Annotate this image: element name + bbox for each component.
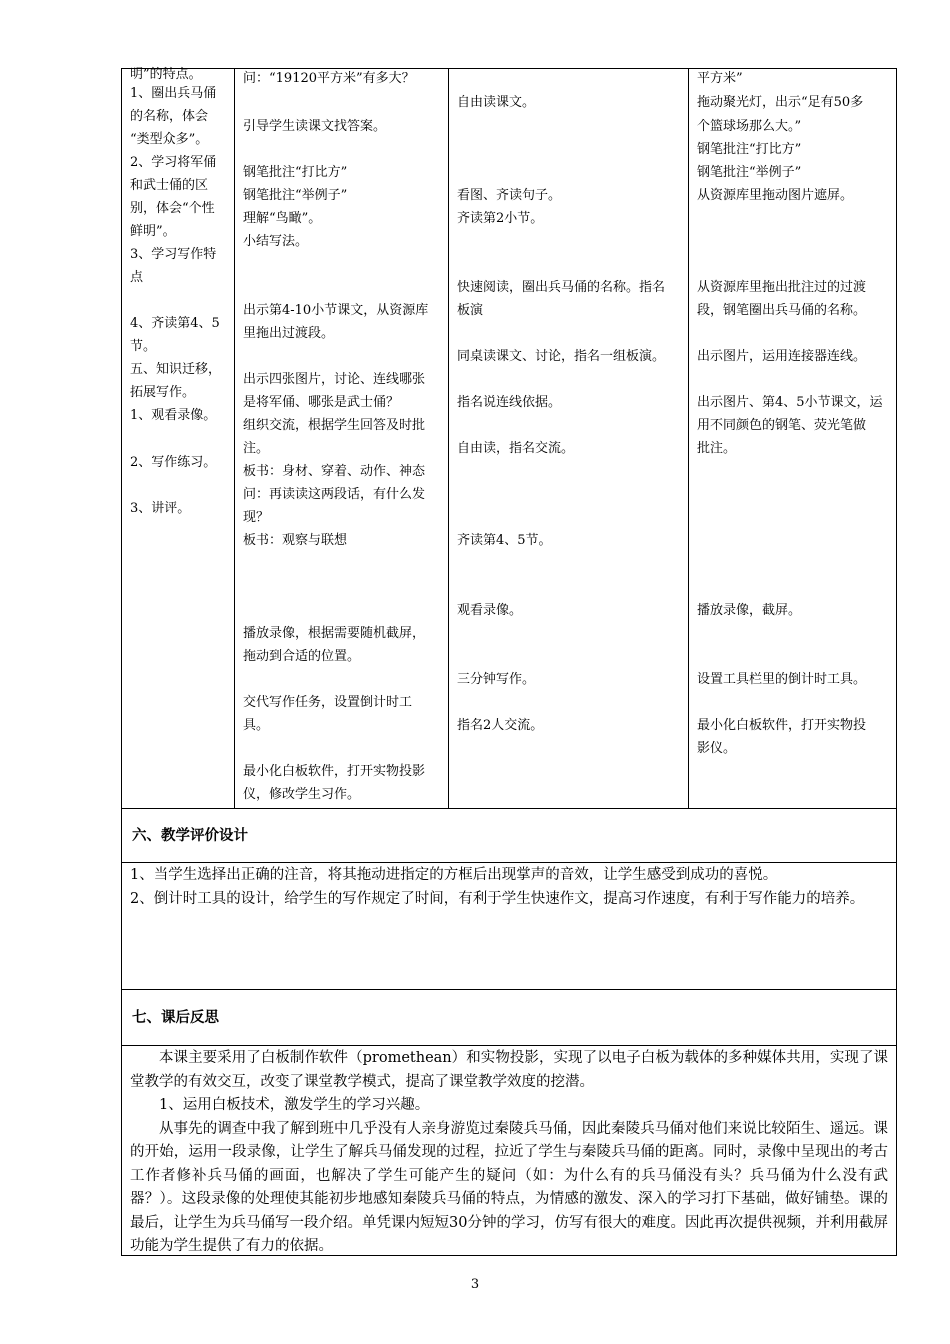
text-line: 出示四张图片，讨论、连线哪张 <box>243 372 426 387</box>
text-line: 仪，修改学生习作。 <box>243 787 361 802</box>
text-line: 1、观看录像。 <box>130 408 217 423</box>
paragraph: 从事先的调查中我了解到班中几乎没有人亲身游览过秦陵兵马俑，因此秦陵兵马俑对他们来说比较陌生、遥远。课的开始，运用一段录像，让学生了解兵马俑发现的过程，拉近了学生与秦陵兵马俑的距离。同时，录像中呈现出的考古工作者修补兵马俑的画面，也解决了学生可能产生的疑问（如：为什么有的兵马俑没有头？兵马俑为什么没有武器？）。这段录像的处理使其能初步地感知秦陵兵马俑的特点，为情感的激发、深入的学习打下基础，做好铺垫。课的最后，让学生为兵马俑写一段介绍。单凭课内短短30分钟的学习，仿写有很大的难度。因此再次提供视频，并利用截屏功能为学生提供了有力的依据。 <box>130 1120 888 1254</box>
text-line: 钢笔批注“打比方” <box>243 165 348 180</box>
text-line: 自由读课文。 <box>457 95 536 110</box>
text-line: 的名称，体会 <box>130 109 209 124</box>
text-line: 注。 <box>243 441 270 456</box>
text-line: 钢笔批注“打比方” <box>697 142 802 157</box>
text-line: 三分钟写作。 <box>457 672 536 687</box>
text-line: 齐读第4、5节。 <box>457 533 552 548</box>
text-line: 现？ <box>243 510 270 525</box>
text-line: 五、知识迁移， <box>130 362 222 377</box>
text-line: 别，体会“个性 <box>130 201 215 216</box>
text-line: 从资源库里拖动图片遮屏。 <box>697 188 854 203</box>
section-six-header <box>121 809 897 863</box>
text-line: 问：再读读这两段话，有什么发 <box>243 487 426 502</box>
text-line: 快速阅读，圈出兵马俑的名称。指名 <box>457 280 666 295</box>
paragraph: 本课主要采用了白板制作软件（promethean）和实物投影，实现了以电子白板为载体的多种媒体共用，实现了课堂教学的有效交互，改变了课堂教学模式，提高了课堂教学效度的挖潜。 <box>130 1050 888 1090</box>
text-line: 观看录像。 <box>457 603 523 618</box>
page-number: 3 <box>470 1277 480 1292</box>
paragraph: 2、倒计时工具的设计，给学生的写作规定了时间，有利于学生快速作文，提高习作速度，有利于写作能力的培养。 <box>130 890 865 907</box>
text-line: 交代写作任务，设置倒计时工 <box>243 695 413 710</box>
section-six-title: 六、教学评价设计 <box>132 826 248 844</box>
lesson-plan-table <box>121 68 897 809</box>
text-line: 组织交流，根据学生回答及时批 <box>243 418 426 433</box>
text-line: 4、齐读第4、5 <box>130 316 220 331</box>
text-line: 3、讲评。 <box>130 501 191 516</box>
text-line: 用不同颜色的钢笔、荧光笔做 <box>697 418 867 433</box>
text-line: 个篮球场那么大。” <box>697 119 802 134</box>
text-line: 自由读，指名交流。 <box>457 441 575 456</box>
text-line: 播放录像，根据需要随机截屏， <box>243 626 426 641</box>
text-line: 拖动到合适的位置。 <box>243 649 361 664</box>
text-line: 鲜明”。 <box>130 224 176 239</box>
text-line: 设置工具栏里的倒计时工具。 <box>697 672 867 687</box>
text-line: 播放录像，截屏。 <box>697 603 802 618</box>
text-line: “类型众多”。 <box>130 132 209 147</box>
text-line: 影仪。 <box>697 741 737 756</box>
section-seven-header <box>121 990 897 1046</box>
text-line: 问：“19120平方米”有多大？ <box>243 71 415 86</box>
text-line: 2、写作练习。 <box>130 455 217 470</box>
text-line: 明”的特点。 <box>130 67 202 82</box>
text-line: 里拖出过渡段。 <box>243 326 335 341</box>
text-line: 钢笔批注“举例子” <box>243 188 348 203</box>
text-line: 板书：身材、穿着、动作、神态 <box>243 464 426 479</box>
paragraph: 1、当学生选择出正确的注音，将其拖动进指定的方框后出现掌声的音效，让学生感受到成功的喜悦。 <box>130 867 778 883</box>
text-line: 小结写法。 <box>243 234 309 249</box>
text-line: 点 <box>130 270 144 285</box>
text-line: 从资源库里拖出批注过的过渡 <box>697 280 867 295</box>
text-line: 同桌读课文、讨论，指名一组板演。 <box>457 349 666 364</box>
text-line: 节。 <box>130 339 157 354</box>
text-line: 3、学习写作特 <box>130 247 217 262</box>
text-line: 板书：观察与联想 <box>243 533 348 548</box>
text-line: 引导学生读课文找答案。 <box>243 119 387 134</box>
text-line: 具。 <box>243 718 270 733</box>
text-line: 出示图片，运用连接器连线。 <box>697 349 867 364</box>
text-line: 最小化白板软件，打开实物投 <box>697 718 867 733</box>
text-line: 出示图片、第4、5小节课文，运 <box>697 395 883 410</box>
text-line: 是将军俑、哪张是武士俑？ <box>243 395 400 410</box>
text-line: 齐读第2小节。 <box>457 211 544 226</box>
paragraph: 1、运用白板技术，激发学生的学习兴趣。 <box>159 1097 430 1113</box>
teacher-activity-column <box>234 69 448 808</box>
section-seven-body <box>121 1046 897 1256</box>
text-line: 2、学习将军俑 <box>130 155 217 170</box>
student-activity-column <box>448 69 688 808</box>
text-line: 指名说连线依据。 <box>457 395 562 410</box>
text-line: 最小化白板软件，打开实物投影 <box>243 764 426 779</box>
text-line: 1、圈出兵马俑 <box>130 86 217 101</box>
text-line: 钢笔批注“举例子” <box>697 165 802 180</box>
text-line: 段，钢笔圈出兵马俑的名称。 <box>697 303 867 318</box>
text-line: 和武士俑的区 <box>130 178 209 193</box>
text-line: 板演 <box>457 303 484 318</box>
text-line: 拖动聚光灯，出示“足有50多 <box>697 95 864 110</box>
text-line: 理解“鸟瞰”。 <box>243 211 322 226</box>
whiteboard-usage-column <box>688 69 898 808</box>
text-line: 拓展写作。 <box>130 385 196 400</box>
text-line: 指名2人交流。 <box>457 718 544 733</box>
section-seven-title: 七、课后反思 <box>132 1008 219 1026</box>
section-six-body <box>121 863 897 990</box>
text-line: 看图、齐读句子。 <box>457 188 562 203</box>
text-line: 批注。 <box>697 441 737 456</box>
teaching-steps-column <box>122 69 234 808</box>
text-line: 出示第4-10小节课文，从资源库 <box>243 303 429 318</box>
text-line: 平方米” <box>697 71 743 86</box>
